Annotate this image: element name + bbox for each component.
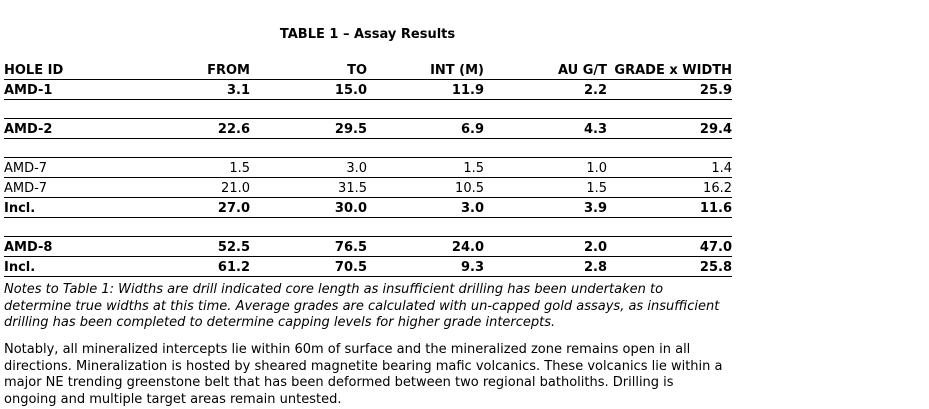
body-paragraph: Notably, all mineralized intercepts lie within 60m of surface and the mineralized zone remains open in all directions. Mineralization is hosted by sheared magnetite bearing mafic volcanics. These volcanics lie within a major NE trending greenstone belt that has been deformed between two regional batholiths. Drilling is ongoing and multiple target areas remain untested.	[4, 342, 723, 407]
cell-to: 31.5	[250, 178, 367, 198]
cell-interval: 9.3	[367, 257, 484, 277]
header-row	[4, 60, 732, 80]
header-au-gt: AU G/T	[484, 60, 607, 80]
spacer-cell	[4, 218, 732, 237]
cell-grade-width: 16.2	[607, 178, 732, 198]
cell-au-gt: 2.8	[484, 257, 607, 277]
cell-interval: 10.5	[367, 178, 484, 198]
cell-hole-id: AMD-7	[4, 178, 124, 198]
cell-from: 22.6	[124, 119, 250, 139]
cell-from: 27.0	[124, 198, 250, 218]
cell-to: 29.5	[250, 119, 367, 139]
table-row	[4, 119, 732, 139]
cell-hole-id: Incl.	[4, 257, 124, 277]
cell-from: 1.5	[124, 158, 250, 178]
header-from: FROM	[124, 60, 250, 80]
cell-interval: 24.0	[367, 237, 484, 257]
spacer-row	[4, 218, 732, 237]
table-title: TABLE 1 – Assay Results	[279, 27, 456, 42]
cell-grade-width: 25.9	[607, 80, 732, 100]
cell-to: 30.0	[250, 198, 367, 218]
table-row	[4, 257, 732, 277]
table-row	[4, 237, 732, 257]
cell-to: 3.0	[250, 158, 367, 178]
cell-au-gt: 1.5	[484, 178, 607, 198]
cell-to: 15.0	[250, 80, 367, 100]
header-grade-width: GRADE x WIDTH	[607, 60, 732, 80]
cell-interval: 3.0	[367, 198, 484, 218]
table-row	[4, 158, 732, 178]
cell-to: 70.5	[250, 257, 367, 277]
cell-from: 52.5	[124, 237, 250, 257]
table-row	[4, 198, 732, 218]
header-hole-id: HOLE ID	[4, 60, 124, 80]
cell-interval: 1.5	[367, 158, 484, 178]
cell-grade-width: 47.0	[607, 237, 732, 257]
spacer-cell	[4, 139, 732, 158]
cell-hole-id: Incl.	[4, 198, 124, 218]
cell-hole-id: AMD-7	[4, 158, 124, 178]
spacer-row	[4, 139, 732, 158]
table-row	[4, 80, 732, 100]
spacer-cell	[4, 100, 732, 119]
table-notes: Notes to Table 1: Widths are drill indicated core length as insufficient drilling has been undertaken to determine true widths at this time. Average grades are calculated with un-capped gold assays, as insufficient drilling has been completed to determine capping levels for higher grade intercepts.	[4, 282, 720, 330]
cell-grade-width: 29.4	[607, 119, 732, 139]
cell-hole-id: AMD-8	[4, 237, 124, 257]
header-to: TO	[250, 60, 367, 80]
cell-from: 3.1	[124, 80, 250, 100]
cell-au-gt: 2.0	[484, 237, 607, 257]
cell-au-gt: 4.3	[484, 119, 607, 139]
cell-grade-width: 1.4	[607, 158, 732, 178]
table-row	[4, 178, 732, 198]
cell-hole-id: AMD-2	[4, 119, 124, 139]
cell-interval: 6.9	[367, 119, 484, 139]
cell-grade-width: 11.6	[607, 198, 732, 218]
cell-hole-id: AMD-1	[4, 80, 124, 100]
spacer-row	[4, 100, 732, 119]
cell-grade-width: 25.8	[607, 257, 732, 277]
cell-au-gt: 2.2	[484, 80, 607, 100]
cell-au-gt: 1.0	[484, 158, 607, 178]
cell-from: 21.0	[124, 178, 250, 198]
assay-results-table	[4, 60, 732, 277]
cell-au-gt: 3.9	[484, 198, 607, 218]
cell-interval: 11.9	[367, 80, 484, 100]
cell-from: 61.2	[124, 257, 250, 277]
header-interval: INT (M)	[367, 60, 484, 80]
cell-to: 76.5	[250, 237, 367, 257]
